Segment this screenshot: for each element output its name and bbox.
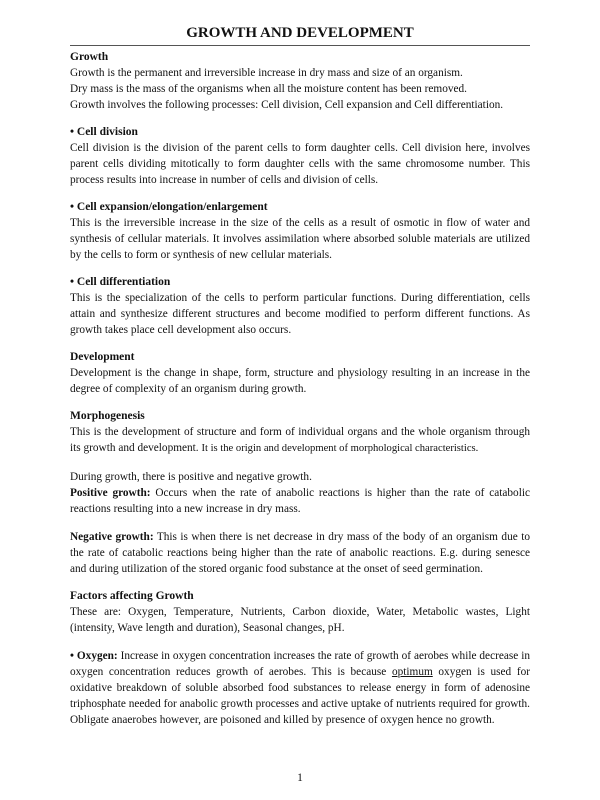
positive-growth-label: Positive growth: bbox=[70, 487, 151, 499]
growth-types-intro: During growth, there is positive and negative growth. bbox=[70, 471, 312, 483]
section-cell-expansion bbox=[70, 200, 530, 263]
positive-growth-text: Occurs when the rate of anabolic reactions is higher than the rate of catabolic reactions resulting into a new increase in dry mass. bbox=[70, 487, 530, 515]
negative-growth-label: Negative growth: bbox=[70, 531, 154, 543]
oxygen-text-b: oxygen is used for oxidative breakdown of soluble absorbed food substances to release energy in form of adenosine triphosphate needed for anabolic growth processes and active uptake of nutrients required for growth. Obligate anaerobes however, are poisoned and killed by presence of oxygen hence no growth. bbox=[70, 666, 531, 726]
section-morphogenesis bbox=[70, 409, 530, 457]
section-cell-division bbox=[70, 125, 530, 188]
oxygen-paragraph bbox=[70, 648, 530, 728]
morphogenesis-text-main: This is the development of structure and form of individual organs and the whole organism through its growth and development. bbox=[70, 426, 530, 454]
section-oxygen bbox=[70, 648, 530, 728]
oxygen-text-a: Increase in oxygen concentration increases the rate of growth of aerobes while decrease in oxygen concentration reduces growth of aerobes. This is because bbox=[70, 650, 530, 678]
morphogenesis-text bbox=[70, 424, 530, 457]
page-title: GROWTH AND DEVELOPMENT bbox=[70, 24, 530, 46]
morphogenesis-text-small: It is the origin and development of morphological characteristics. bbox=[201, 443, 479, 454]
cell-division-text: Cell division is the division of the parent cells to form daughter cells. Cell division here, involves parent cells dividing mitotically to form daughter cells with the same chromosome number. This process results into increase in number of cells and division of cells. bbox=[70, 142, 530, 186]
section-growth bbox=[70, 50, 530, 113]
page-number: 1 bbox=[297, 772, 303, 784]
section-factors bbox=[70, 589, 530, 636]
heading-growth: Growth bbox=[70, 51, 109, 63]
section-negative-growth bbox=[70, 529, 530, 577]
factors-text: These are: Oxygen, Temperature, Nutrients, Carbon dioxide, Water, Metabolic wastes, Light (intensity, Wave length and duration), Seasonal changes, pH. bbox=[70, 606, 530, 634]
document-page bbox=[70, 24, 530, 728]
heading-cell-expansion: • Cell expansion/elongation/enlargement bbox=[70, 201, 268, 213]
negative-growth-text: This is when there is net decrease in dry mass of the body of an organism due to the rate of catabolic reactions being higher than the rate of anabolic reactions. E.g. during senesce and during utilization of the stored organic food substance at the onset of seed germination. bbox=[70, 531, 530, 575]
heading-morphogenesis: Morphogenesis bbox=[70, 410, 145, 422]
heading-cell-division: • Cell division bbox=[70, 126, 138, 138]
development-text: Development is the change in shape, form, structure and physiology resulting in an increase in the degree of complexity of an organism during growth. bbox=[70, 367, 530, 395]
cell-expansion-text: This is the irreversible increase in the size of the cells as a result of osmotic in flow of water and synthesis of cellular materials. It involves assimilation where absorbed soluble materials are utilized by the cells to form or synthesis of new cellular materials. bbox=[70, 217, 530, 261]
growth-line-2: Dry mass is the mass of the organisms when all the moisture content has been removed. bbox=[70, 83, 467, 95]
oxygen-label: • Oxygen: bbox=[70, 650, 118, 662]
cell-differentiation-text: This is the specialization of the cells to perform particular functions. During differentiation, cells attain and synthesize different structures and become modified to perform different functions. As growth takes place cell development also occurs. bbox=[70, 292, 530, 336]
oxygen-underlined-word: optimum bbox=[391, 666, 433, 678]
negative-growth-paragraph bbox=[70, 529, 530, 577]
heading-development: Development bbox=[70, 351, 135, 363]
growth-line-3: Growth involves the following processes: Cell division, Cell expansion and Cell differentiation. bbox=[70, 99, 504, 111]
section-growth-types bbox=[70, 469, 530, 517]
positive-growth-paragraph bbox=[70, 485, 530, 517]
heading-factors: Factors affecting Growth bbox=[70, 590, 194, 602]
heading-cell-differentiation: • Cell differentiation bbox=[70, 276, 171, 288]
section-cell-differentiation bbox=[70, 275, 530, 338]
section-development bbox=[70, 350, 530, 397]
growth-line-1: Growth is the permanent and irreversible increase in dry mass and size of an organism. bbox=[70, 67, 463, 79]
